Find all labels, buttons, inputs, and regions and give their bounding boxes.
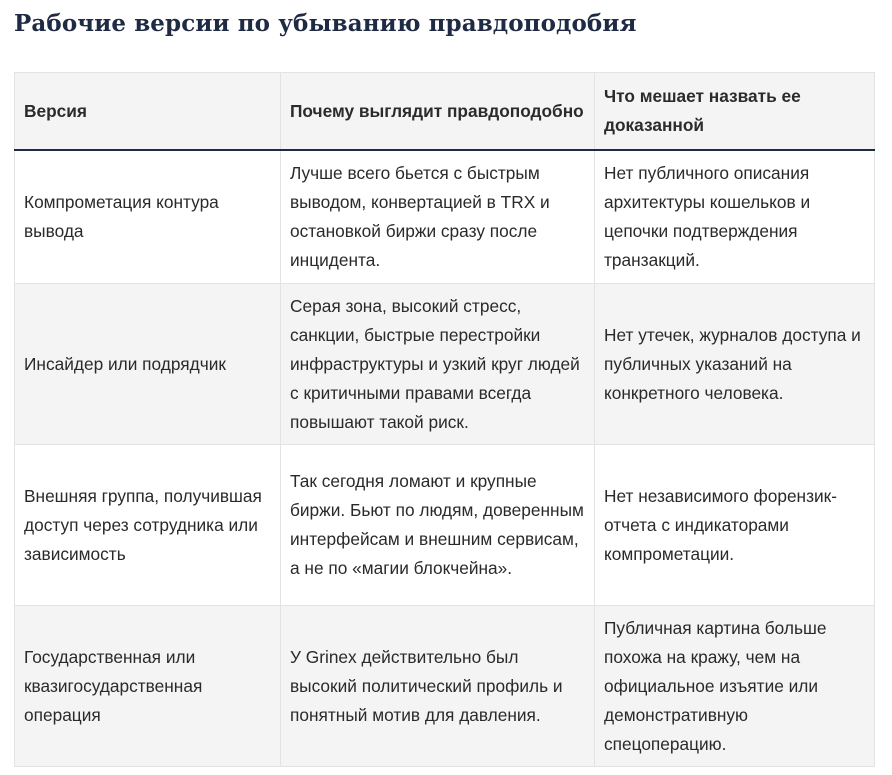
hypotheses-table — [14, 72, 875, 767]
column-header-version: Версия — [15, 73, 281, 151]
version-cell: Внешняя группа, получившая доступ через сотрудника или зависимость — [15, 445, 281, 606]
page-title: Рабочие версии по убыванию правдоподобия — [14, 10, 637, 37]
plausibility-cell: У Grinex действительно был высокий политический профиль и понятный мотив для давления. — [281, 606, 595, 767]
obstacle-cell: Нет независимого форензик-отчета с индикаторами компрометации. — [595, 445, 875, 606]
version-cell: Инсайдер или подрядчик — [15, 284, 281, 445]
version-cell: Государственная или квазигосударственная операция — [15, 606, 281, 767]
column-header-what-prevents-proof: Что мешает назвать ее доказанной — [595, 73, 875, 151]
table-row — [15, 150, 875, 284]
obstacle-cell: Нет утечек, журналов доступа и публичных указаний на конкретного человека. — [595, 284, 875, 445]
table-header-row — [15, 73, 875, 151]
table-row — [15, 445, 875, 606]
plausibility-cell: Так сегодня ломают и крупные биржи. Бьют по людям, доверенным интерфейсам и внешним сервисам, а не по «магии блокчейна». — [281, 445, 595, 606]
version-cell: Компрометация контура вывода — [15, 150, 281, 284]
obstacle-cell: Публичная картина больше похожа на кражу, чем на официальное изъятие или демонстративную спецоперацию. — [595, 606, 875, 767]
column-header-why-plausible: Почему выглядит правдоподобно — [281, 73, 595, 151]
table-row — [15, 606, 875, 767]
plausibility-cell: Серая зона, высокий стресс, санкции, быстрые перестройки инфраструктуры и узкий круг людей с критичными правами всегда повышают такой риск. — [281, 284, 595, 445]
plausibility-cell: Лучше всего бьется с быстрым выводом, конвертацией в TRX и остановкой биржи сразу после инцидента. — [281, 150, 595, 284]
table-row — [15, 284, 875, 445]
obstacle-cell: Нет публичного описания архитектуры кошельков и цепочки подтверждения транзакций. — [595, 150, 875, 284]
